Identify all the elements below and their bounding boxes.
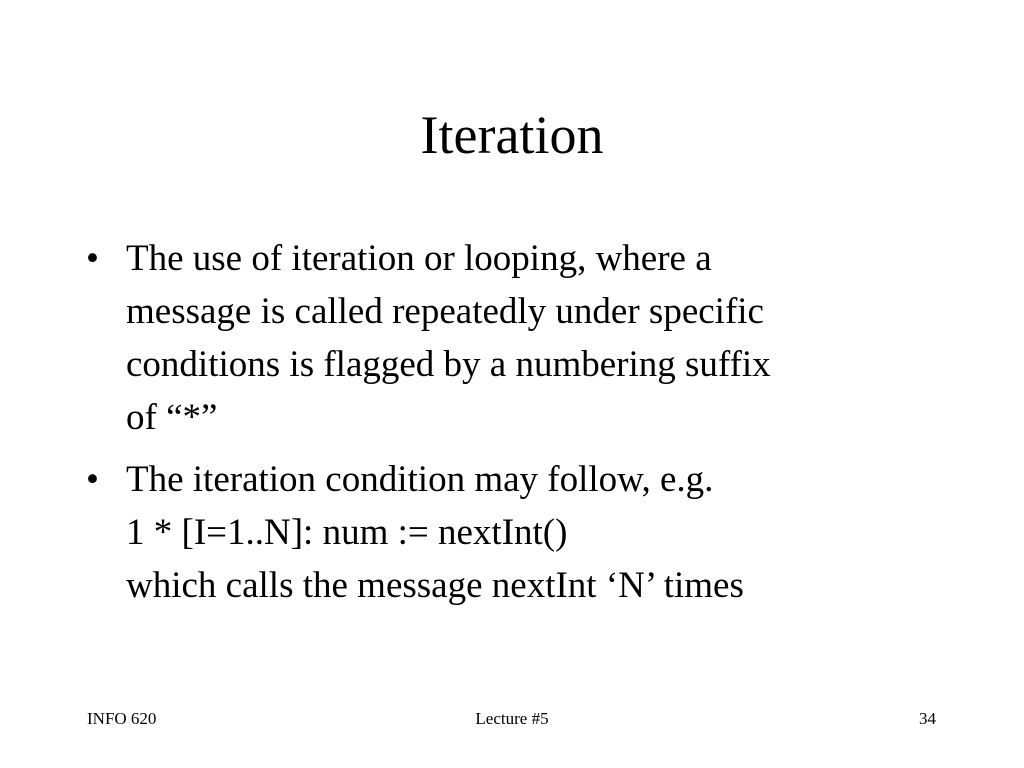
- bullet-item-iteration-suffix: [86, 232, 966, 444]
- bullet-icon: •: [86, 459, 99, 500]
- bullet-line: of “*”: [126, 397, 218, 438]
- code-example-line: 1 * [I=1..N]: num := nextInt(): [126, 512, 568, 553]
- bullet-line: The use of iteration or looping, where a: [126, 238, 712, 279]
- slide-title: Iteration: [420, 105, 604, 165]
- footer-page-number: 34: [919, 709, 936, 728]
- bullet-item-iteration-condition: [86, 453, 966, 612]
- bullet-line: The iteration condition may follow, e.g.: [126, 459, 714, 500]
- footer-course-label: INFO 620: [87, 709, 157, 728]
- bullet-line: which calls the message nextInt ‘N’ times: [126, 565, 744, 606]
- bullet-line: message is called repeatedly under specific: [126, 291, 764, 332]
- footer-lecture-label: Lecture #5: [475, 709, 549, 728]
- bullet-line: conditions is flagged by a numbering suffix: [126, 344, 771, 385]
- bullet-icon: •: [86, 238, 99, 279]
- bullet-list: [86, 232, 966, 621]
